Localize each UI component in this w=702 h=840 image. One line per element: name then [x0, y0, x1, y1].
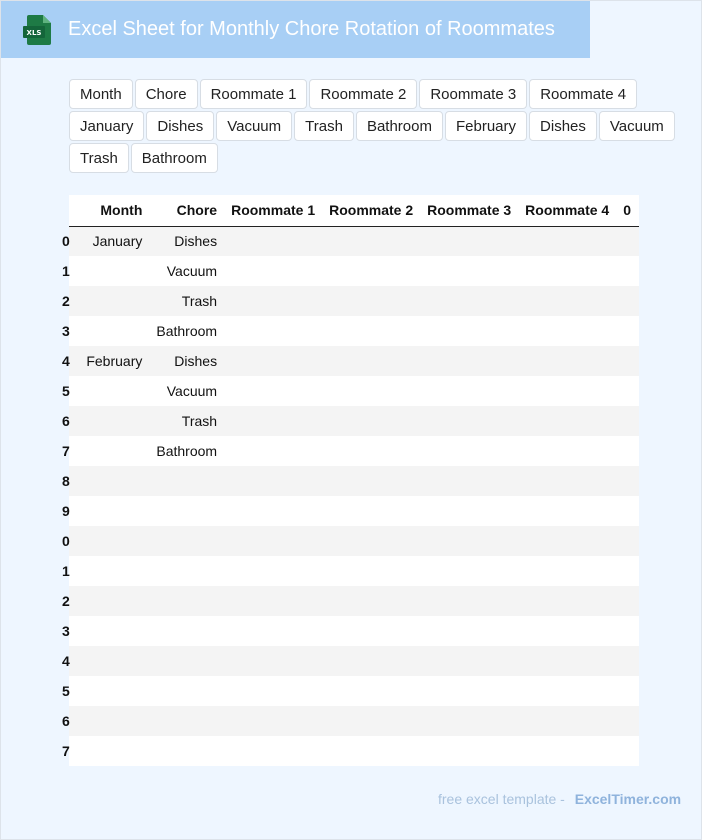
table-cell[interactable]: February	[80, 346, 150, 376]
table-cell[interactable]	[225, 646, 323, 676]
footer-text: free excel template -	[438, 791, 565, 807]
tag-chip[interactable]: Bathroom	[131, 143, 218, 173]
table-cell[interactable]	[421, 586, 519, 616]
row-index	[62, 256, 80, 286]
header-bar	[1, 1, 590, 58]
tag-chip[interactable]: Roommate 3	[419, 79, 527, 109]
table-cell[interactable]	[421, 466, 519, 496]
table-cell[interactable]	[519, 256, 617, 286]
table-cell[interactable]	[421, 556, 519, 586]
row-index	[62, 346, 80, 376]
table-cell[interactable]	[150, 586, 225, 616]
column-header	[69, 195, 80, 226]
table-cell[interactable]	[225, 676, 323, 706]
table-cell[interactable]	[519, 376, 617, 406]
table-cell[interactable]	[421, 676, 519, 706]
row-index-label: 6	[62, 413, 70, 429]
row-index-label: 0	[62, 233, 70, 250]
row-index	[62, 406, 80, 436]
table-cell[interactable]	[617, 646, 639, 676]
table-cell[interactable]	[80, 526, 150, 556]
table-cell[interactable]	[80, 376, 150, 406]
table-cell[interactable]	[225, 526, 323, 556]
row-index	[62, 586, 80, 616]
table-row	[69, 346, 639, 376]
table-row	[69, 676, 639, 706]
row-index	[62, 736, 80, 766]
table-cell[interactable]	[519, 616, 617, 646]
table-row	[69, 376, 639, 406]
table-cell[interactable]	[150, 496, 225, 526]
column-header: Chore	[150, 195, 225, 226]
table-cell[interactable]	[421, 256, 519, 286]
table-cell[interactable]	[617, 676, 639, 706]
row-index-label: 5	[62, 683, 70, 699]
table-cell[interactable]	[323, 586, 421, 616]
footer-brand-link[interactable]: ExcelTimer.com	[574, 791, 682, 807]
tag-chip[interactable]: Trash	[294, 111, 354, 141]
table-cell[interactable]	[617, 316, 639, 346]
table-cell[interactable]	[323, 436, 421, 466]
table-cell[interactable]	[80, 556, 150, 586]
table-cell[interactable]	[150, 676, 225, 706]
row-index	[62, 556, 80, 586]
table-cell[interactable]	[519, 556, 617, 586]
table-cell[interactable]	[519, 646, 617, 676]
table-cell[interactable]	[225, 256, 323, 286]
table-cell[interactable]	[617, 616, 639, 646]
table-cell[interactable]	[150, 706, 225, 736]
table-cell[interactable]	[519, 436, 617, 466]
table-cell[interactable]	[150, 646, 225, 676]
table-cell[interactable]	[421, 496, 519, 526]
table-cell[interactable]	[80, 406, 150, 436]
table-cell[interactable]	[617, 286, 639, 316]
table-cell[interactable]	[421, 526, 519, 556]
table-cell[interactable]: Dishes	[150, 226, 225, 256]
table-cell[interactable]	[225, 316, 323, 346]
tag-chip[interactable]: Roommate 1	[200, 79, 308, 109]
table-cell[interactable]	[519, 736, 617, 766]
table-row	[69, 616, 639, 646]
row-index	[62, 646, 80, 676]
column-header: Month	[80, 195, 150, 226]
table-cell[interactable]	[323, 466, 421, 496]
row-index-label: 9	[62, 503, 70, 519]
table-cell[interactable]: Vacuum	[150, 256, 225, 286]
row-index	[62, 676, 80, 706]
table-cell[interactable]	[225, 346, 323, 376]
tag-chip[interactable]: Trash	[69, 143, 129, 173]
table-cell[interactable]	[323, 376, 421, 406]
table-cell[interactable]	[150, 526, 225, 556]
row-index-label: 8	[62, 473, 70, 489]
table-cell[interactable]	[617, 586, 639, 616]
table-row	[69, 286, 639, 316]
table-cell[interactable]	[323, 556, 421, 586]
table-cell[interactable]	[323, 706, 421, 736]
tag-chip[interactable]: Dishes	[529, 111, 597, 141]
column-header: Roommate 1	[225, 195, 323, 226]
table-cell[interactable]	[519, 346, 617, 376]
row-index	[62, 706, 80, 736]
row-index	[62, 286, 80, 316]
table-cell[interactable]	[323, 316, 421, 346]
table-cell[interactable]	[323, 406, 421, 436]
table-row	[69, 736, 639, 766]
table-cell[interactable]	[323, 496, 421, 526]
table-cell[interactable]	[225, 226, 323, 256]
tag-chip[interactable]: February	[445, 111, 527, 141]
tag-chip[interactable]: Vacuum	[599, 111, 675, 141]
row-index-label: 1	[62, 263, 70, 279]
row-index-label: 7	[62, 743, 70, 759]
row-index-label: 3	[62, 323, 70, 339]
table-body	[62, 226, 639, 766]
table-cell[interactable]: Bathroom	[150, 316, 225, 346]
table-cell[interactable]	[519, 316, 617, 346]
table-cell[interactable]	[225, 406, 323, 436]
table-cell[interactable]	[421, 286, 519, 316]
table-cell[interactable]	[323, 256, 421, 286]
table-cell[interactable]	[80, 436, 150, 466]
table-cell[interactable]	[519, 496, 617, 526]
table-cell[interactable]	[323, 676, 421, 706]
table-cell[interactable]	[150, 466, 225, 496]
table-cell[interactable]	[225, 616, 323, 646]
table-row	[69, 706, 639, 736]
tag-chip[interactable]: Chore	[135, 79, 198, 109]
table-cell[interactable]	[225, 466, 323, 496]
table-cell[interactable]	[519, 466, 617, 496]
table-cell[interactable]	[519, 406, 617, 436]
table-row	[69, 646, 639, 676]
table-cell[interactable]	[617, 556, 639, 586]
table-cell[interactable]	[150, 556, 225, 586]
row-index-label: 4	[62, 353, 70, 369]
row-index	[62, 376, 80, 406]
table-cell[interactable]	[323, 616, 421, 646]
table-cell[interactable]	[225, 286, 323, 316]
table-cell[interactable]	[617, 526, 639, 556]
table-row	[69, 226, 639, 256]
tag-chip[interactable]: Roommate 2	[309, 79, 417, 109]
xls-file-icon	[23, 15, 51, 45]
table-cell[interactable]	[617, 706, 639, 736]
table-cell[interactable]	[323, 226, 421, 256]
table-cell[interactable]: January	[80, 226, 150, 256]
table-row	[69, 586, 639, 616]
table-cell[interactable]	[519, 676, 617, 706]
table-cell[interactable]	[421, 436, 519, 466]
table-cell[interactable]	[421, 316, 519, 346]
table-cell[interactable]	[421, 406, 519, 436]
tag-chip[interactable]: Bathroom	[356, 111, 443, 141]
column-tag-list	[69, 79, 681, 173]
row-index-label: 3	[62, 623, 70, 639]
table-cell[interactable]	[323, 346, 421, 376]
row-index-label: 7	[62, 443, 70, 459]
table-cell[interactable]	[617, 226, 639, 256]
row-index	[62, 436, 80, 466]
tag-chip[interactable]: Vacuum	[216, 111, 292, 141]
table-cell[interactable]	[617, 466, 639, 496]
row-index-label: 6	[62, 713, 70, 729]
row-index-label: 0	[62, 533, 70, 549]
table-cell[interactable]	[421, 706, 519, 736]
row-index-label: 4	[62, 653, 70, 669]
column-header: 0	[617, 195, 639, 226]
table-cell[interactable]	[519, 286, 617, 316]
row-index-label: 5	[62, 383, 70, 399]
table-cell[interactable]	[421, 226, 519, 256]
row-index	[62, 616, 80, 646]
table-cell[interactable]	[617, 436, 639, 466]
table-cell[interactable]	[80, 316, 150, 346]
table-cell[interactable]	[323, 736, 421, 766]
table-row	[69, 556, 639, 586]
table-cell[interactable]	[323, 286, 421, 316]
table-row	[69, 496, 639, 526]
table-cell[interactable]	[617, 496, 639, 526]
table-cell[interactable]	[150, 616, 225, 646]
table-row	[69, 526, 639, 556]
row-index	[62, 466, 80, 496]
table-cell[interactable]: Trash	[150, 286, 225, 316]
table-cell[interactable]	[617, 736, 639, 766]
table-cell[interactable]	[519, 586, 617, 616]
row-index	[62, 496, 80, 526]
column-header: Roommate 2	[323, 195, 421, 226]
footer	[438, 791, 681, 807]
table-cell[interactable]	[519, 226, 617, 256]
table-cell[interactable]	[80, 256, 150, 286]
table-cell[interactable]	[80, 286, 150, 316]
table-row	[69, 316, 639, 346]
row-index	[62, 526, 80, 556]
table-cell[interactable]	[323, 526, 421, 556]
column-header: Roommate 3	[421, 195, 519, 226]
table-cell[interactable]: Bathroom	[150, 436, 225, 466]
table-cell[interactable]	[617, 256, 639, 286]
table-cell[interactable]	[617, 346, 639, 376]
table-row	[69, 406, 639, 436]
tag-chip[interactable]: January	[69, 111, 144, 141]
row-index-label: 2	[62, 593, 70, 609]
xls-icon-label: XLS	[26, 29, 42, 37]
tag-chip[interactable]: Dishes	[146, 111, 214, 141]
table-cell[interactable]	[421, 646, 519, 676]
table-cell[interactable]	[225, 736, 323, 766]
tag-chip[interactable]: Month	[69, 79, 133, 109]
data-table-container[interactable]	[62, 195, 639, 766]
table-cell[interactable]	[80, 676, 150, 706]
table-cell[interactable]	[421, 346, 519, 376]
chore-table	[62, 195, 639, 766]
table-cell[interactable]	[80, 466, 150, 496]
table-cell[interactable]	[421, 376, 519, 406]
table-cell[interactable]	[225, 496, 323, 526]
column-header: Roommate 4	[519, 195, 617, 226]
table-cell[interactable]	[421, 616, 519, 646]
table-cell[interactable]	[80, 646, 150, 676]
row-index-label: 2	[62, 293, 70, 309]
table-cell[interactable]	[80, 736, 150, 766]
table-cell[interactable]	[80, 496, 150, 526]
table-cell[interactable]	[225, 376, 323, 406]
table-cell[interactable]: Dishes	[150, 346, 225, 376]
table-header-row	[69, 195, 639, 226]
table-cell[interactable]	[421, 736, 519, 766]
row-index	[62, 316, 80, 346]
table-cell[interactable]	[80, 586, 150, 616]
table-cell[interactable]	[80, 706, 150, 736]
table-cell[interactable]	[519, 526, 617, 556]
table-cell[interactable]	[617, 376, 639, 406]
table-row	[69, 466, 639, 496]
table-row	[69, 436, 639, 466]
table-row	[69, 256, 639, 286]
table-cell[interactable]	[150, 736, 225, 766]
table-cell[interactable]	[519, 706, 617, 736]
page-title: Excel Sheet for Monthly Chore Rotation of Roommates	[68, 18, 555, 40]
table-cell[interactable]	[323, 646, 421, 676]
table-cell[interactable]	[617, 406, 639, 436]
table-cell[interactable]	[225, 706, 323, 736]
row-index-label: 1	[62, 563, 70, 579]
table-cell[interactable]	[225, 586, 323, 616]
row-index	[62, 226, 80, 256]
table-cell[interactable]: Vacuum	[150, 376, 225, 406]
tag-chip[interactable]: Roommate 4	[529, 79, 637, 109]
table-cell[interactable]: Trash	[150, 406, 225, 436]
table-cell[interactable]	[225, 436, 323, 466]
table-cell[interactable]	[225, 556, 323, 586]
table-cell[interactable]	[80, 616, 150, 646]
